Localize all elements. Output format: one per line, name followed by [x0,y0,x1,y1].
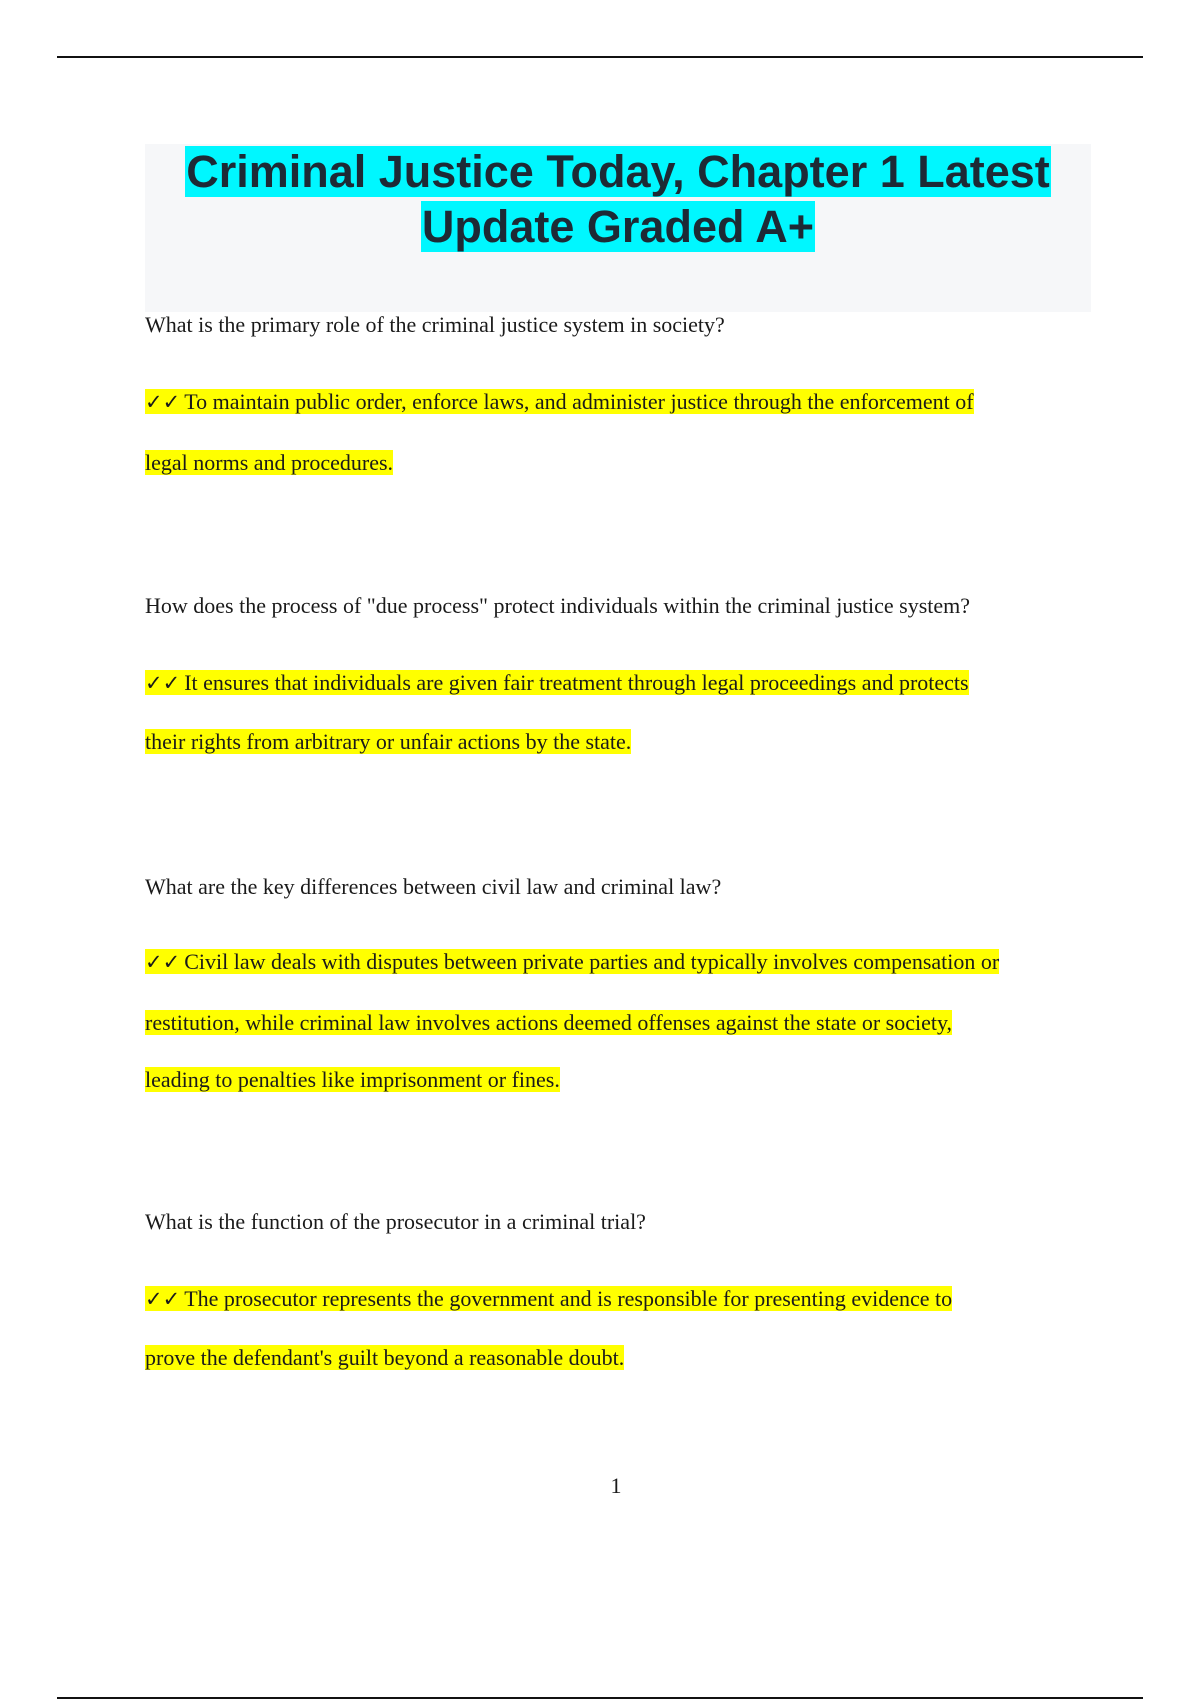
question-text: What are the key differences between civil law and criminal law? [145,874,722,899]
answer-line: restitution, while criminal law involves actions deemed offenses against the state or society, [145,1010,953,1035]
double-check-icon: ✓✓ [145,950,181,974]
qa-item [145,592,1095,756]
double-check-icon: ✓✓ [145,671,181,695]
answer-line: legal norms and procedures. [145,450,394,475]
document-title [145,144,1091,254]
double-check-icon: ✓✓ [145,390,181,414]
answer-block [145,948,1095,1094]
bottom-rule [57,1697,1143,1699]
answer-block [145,1285,1095,1372]
qa-item [145,873,1095,1094]
answer-line: their rights from arbitrary or unfair actions by the state. [145,729,632,754]
answer-line: ✓✓ It ensures that individuals are given fair treatment through legal proceedings and protects [145,670,969,695]
title-line-2: Update Graded A+ [421,201,815,252]
answer-line: leading to penalties like imprisonment or fines. [145,1067,560,1092]
double-check-icon: ✓✓ [145,1287,181,1311]
qa-item [145,311,1095,477]
page-number: 1 [610,1473,622,1498]
qa-item [145,1208,1095,1372]
answer-block [145,388,1095,477]
top-rule [57,56,1143,58]
answer-line: ✓✓ Civil law deals with disputes between private parties and typically involves compensation or [145,949,1000,974]
answer-line: prove the defendant's guilt beyond a reasonable doubt. [145,1345,625,1370]
question-text: What is the primary role of the criminal justice system in society? [145,312,725,337]
title-line-1: Criminal Justice Today, Chapter 1 Latest [186,146,1050,197]
answer-block [145,669,1095,756]
question-text: What is the function of the prosecutor in a criminal trial? [145,1209,646,1234]
question-text: How does the process of "due process" protect individuals within the criminal justice system? [145,593,971,618]
title-block [145,144,1091,312]
answer-line: ✓✓ To maintain public order, enforce laws, and administer justice through the enforcement of [145,389,974,414]
answer-line: ✓✓ The prosecutor represents the government and is responsible for presenting evidence to [145,1286,953,1311]
